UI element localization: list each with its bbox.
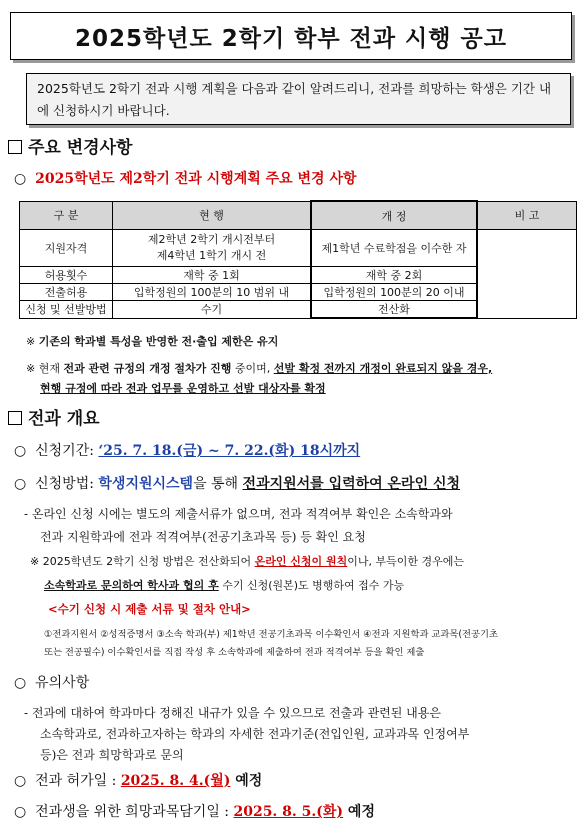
course-suffix: 예정 bbox=[343, 804, 375, 820]
table-cell: 재학 중 2회 bbox=[311, 267, 477, 284]
course-row bbox=[14, 801, 375, 821]
circle-bullet-icon: ○ bbox=[14, 171, 27, 187]
permit-label: 전과 허가일 : bbox=[35, 773, 121, 789]
table-header: 구 분 bbox=[20, 201, 113, 230]
method-row bbox=[14, 473, 460, 493]
section-heading-changes bbox=[8, 133, 132, 158]
manual-line-1: ①전과지원서 ②성적증명서 ③소속 학과(부) 제1학년 전공기초과목 이수확인서 ④전과 지원학과 교과목(전공기초 bbox=[44, 629, 498, 640]
section-heading-overview bbox=[8, 404, 100, 429]
section-title: 주요 변경사항 bbox=[28, 138, 133, 158]
table-cell: 수기 bbox=[113, 301, 312, 319]
manual-line-2: 또는 전공필수) 이수확인서를 직접 작성 후 소속학과에 제출하여 전과 적격여부 등을 확인 제출 bbox=[44, 647, 425, 658]
caution-line-1: - 전과에 대하여 학과마다 정해진 내규가 있을 수 있으므로 전출과 관련된 내용은 bbox=[24, 706, 441, 720]
note-text-bold: 전과 관련 규정의 개정 절차가 진행 bbox=[63, 362, 232, 375]
course-date: 2025. 8. 5.(화) bbox=[233, 804, 344, 820]
course-label: 전과생을 위한 희망과목담기일 : bbox=[35, 804, 234, 820]
note-row-1 bbox=[26, 333, 278, 349]
changes-subtitle-row bbox=[14, 168, 357, 188]
permit-date: 2025. 8. 4.(월) bbox=[120, 773, 231, 789]
checkbox-square-icon bbox=[8, 411, 22, 425]
notice-box: 2025학년도 2학기 전과 시행 계획을 다음과 같이 알려드리니, 전과를 희망하는 학생은 기간 내에 신청하시기 바랍니다. bbox=[26, 73, 571, 125]
section-title: 전과 개요 bbox=[28, 409, 100, 429]
table-cell: 전산화 bbox=[311, 301, 477, 319]
ref-row-2 bbox=[44, 577, 404, 593]
table-header: 비 고 bbox=[477, 201, 577, 230]
table-header: 개 정 bbox=[311, 201, 477, 230]
table-row bbox=[20, 230, 577, 267]
method-text: 을 통해 bbox=[193, 476, 243, 492]
table-cell: 지원자격 bbox=[20, 230, 113, 267]
table-cell: 허용횟수 bbox=[20, 267, 113, 284]
table-header: 현 행 bbox=[113, 201, 312, 230]
table-cell: 입학정원의 100분의 20 이내 bbox=[311, 284, 477, 301]
method-label: 신청방법: bbox=[35, 476, 99, 492]
table-cell-remarks bbox=[477, 230, 577, 319]
method-detail-1: - 온라인 신청 시에는 별도의 제출서류가 없으며, 전과 적격여부 확인은 소속학과와 bbox=[24, 507, 453, 521]
changes-table bbox=[19, 200, 577, 319]
method-detail-2: 전과 지원학과에 전과 적격여부(전공기초과목 등) 등 확인 요청 bbox=[40, 530, 366, 544]
page-title: 2025학년도 2학기 학부 전과 시행 공고 bbox=[10, 12, 572, 60]
note-text-underlined: 선발 확정 전까지 개정이 완료되지 않을 경우, bbox=[273, 362, 493, 375]
caution-line-3: 등)은 전과 희망학과로 문의 bbox=[40, 748, 184, 762]
ref-text-red: 온라인 신청이 원칙 bbox=[254, 555, 348, 568]
note-text: 현재 bbox=[38, 362, 64, 375]
ref-row-1 bbox=[30, 553, 464, 569]
table-cell: 신청 및 선발방법 bbox=[20, 301, 113, 319]
table-cell: 제2학년 2학기 개시전부터 제4학년 1학기 개시 전 bbox=[113, 230, 312, 267]
circle-bullet-icon: ○ bbox=[14, 675, 27, 691]
note-text: 중이며, bbox=[231, 362, 274, 375]
reference-mark-icon: ※ bbox=[26, 335, 36, 348]
ref-text: 수기 신청(원본)도 병행하여 접수 가능 bbox=[218, 579, 405, 592]
period-value: ‘25. 7. 18.(금) ~ 7. 22.(화) 18시까지 bbox=[98, 443, 361, 459]
ref-text: ※ 2025학년도 2학기 신청 방법은 전산화되어 bbox=[30, 555, 255, 568]
changes-subtitle: 2025학년도 제2학기 전과 시행계획 주요 변경 사항 bbox=[35, 171, 357, 187]
table-cell: 재학 중 1회 bbox=[113, 267, 312, 284]
circle-bullet-icon: ○ bbox=[14, 773, 27, 789]
note-row-2-cont bbox=[40, 380, 326, 396]
method-system: 학생지원시스템 bbox=[98, 476, 194, 492]
table-cell: 입학정원의 100분의 10 범위 내 bbox=[113, 284, 312, 301]
method-value: 전과지원서를 입력하여 온라인 신청 bbox=[242, 476, 461, 492]
manual-title: <수기 신청 시 제출 서류 및 절차 안내> bbox=[48, 602, 251, 616]
table-cell: 전출허용 bbox=[20, 284, 113, 301]
permit-row bbox=[14, 770, 262, 790]
caution-label: 유의사항 bbox=[35, 675, 90, 691]
note-row-2 bbox=[26, 360, 492, 376]
period-label: 신청기간: bbox=[35, 443, 99, 459]
caution-row bbox=[14, 672, 89, 692]
checkbox-square-icon bbox=[8, 140, 22, 154]
period-row bbox=[14, 440, 360, 460]
circle-bullet-icon: ○ bbox=[14, 443, 27, 459]
note-text-underlined: 현행 규정에 따라 전과 업무를 운영하고 선발 대상자를 확정 bbox=[40, 382, 326, 395]
ref-text-underlined: 소속학과로 문의하여 학사과 협의 후 bbox=[44, 579, 219, 592]
circle-bullet-icon: ○ bbox=[14, 476, 27, 492]
table-header-row bbox=[20, 201, 577, 230]
permit-suffix: 예정 bbox=[230, 773, 263, 789]
note-text: 기존의 학과별 특성을 반영한 전·출입 제한은 유지 bbox=[38, 335, 279, 348]
caution-line-2: 소속학과로, 전과하고자하는 학과의 자세한 전과기준(전입인원, 교과과목 인정여부 bbox=[40, 727, 470, 741]
table-cell: 제1학년 수료학점을 이수한 자 bbox=[311, 230, 477, 267]
reference-mark-icon: ※ bbox=[26, 362, 36, 375]
ref-text: 이나, 부득이한 경우에는 bbox=[347, 555, 464, 568]
circle-bullet-icon: ○ bbox=[14, 804, 27, 820]
